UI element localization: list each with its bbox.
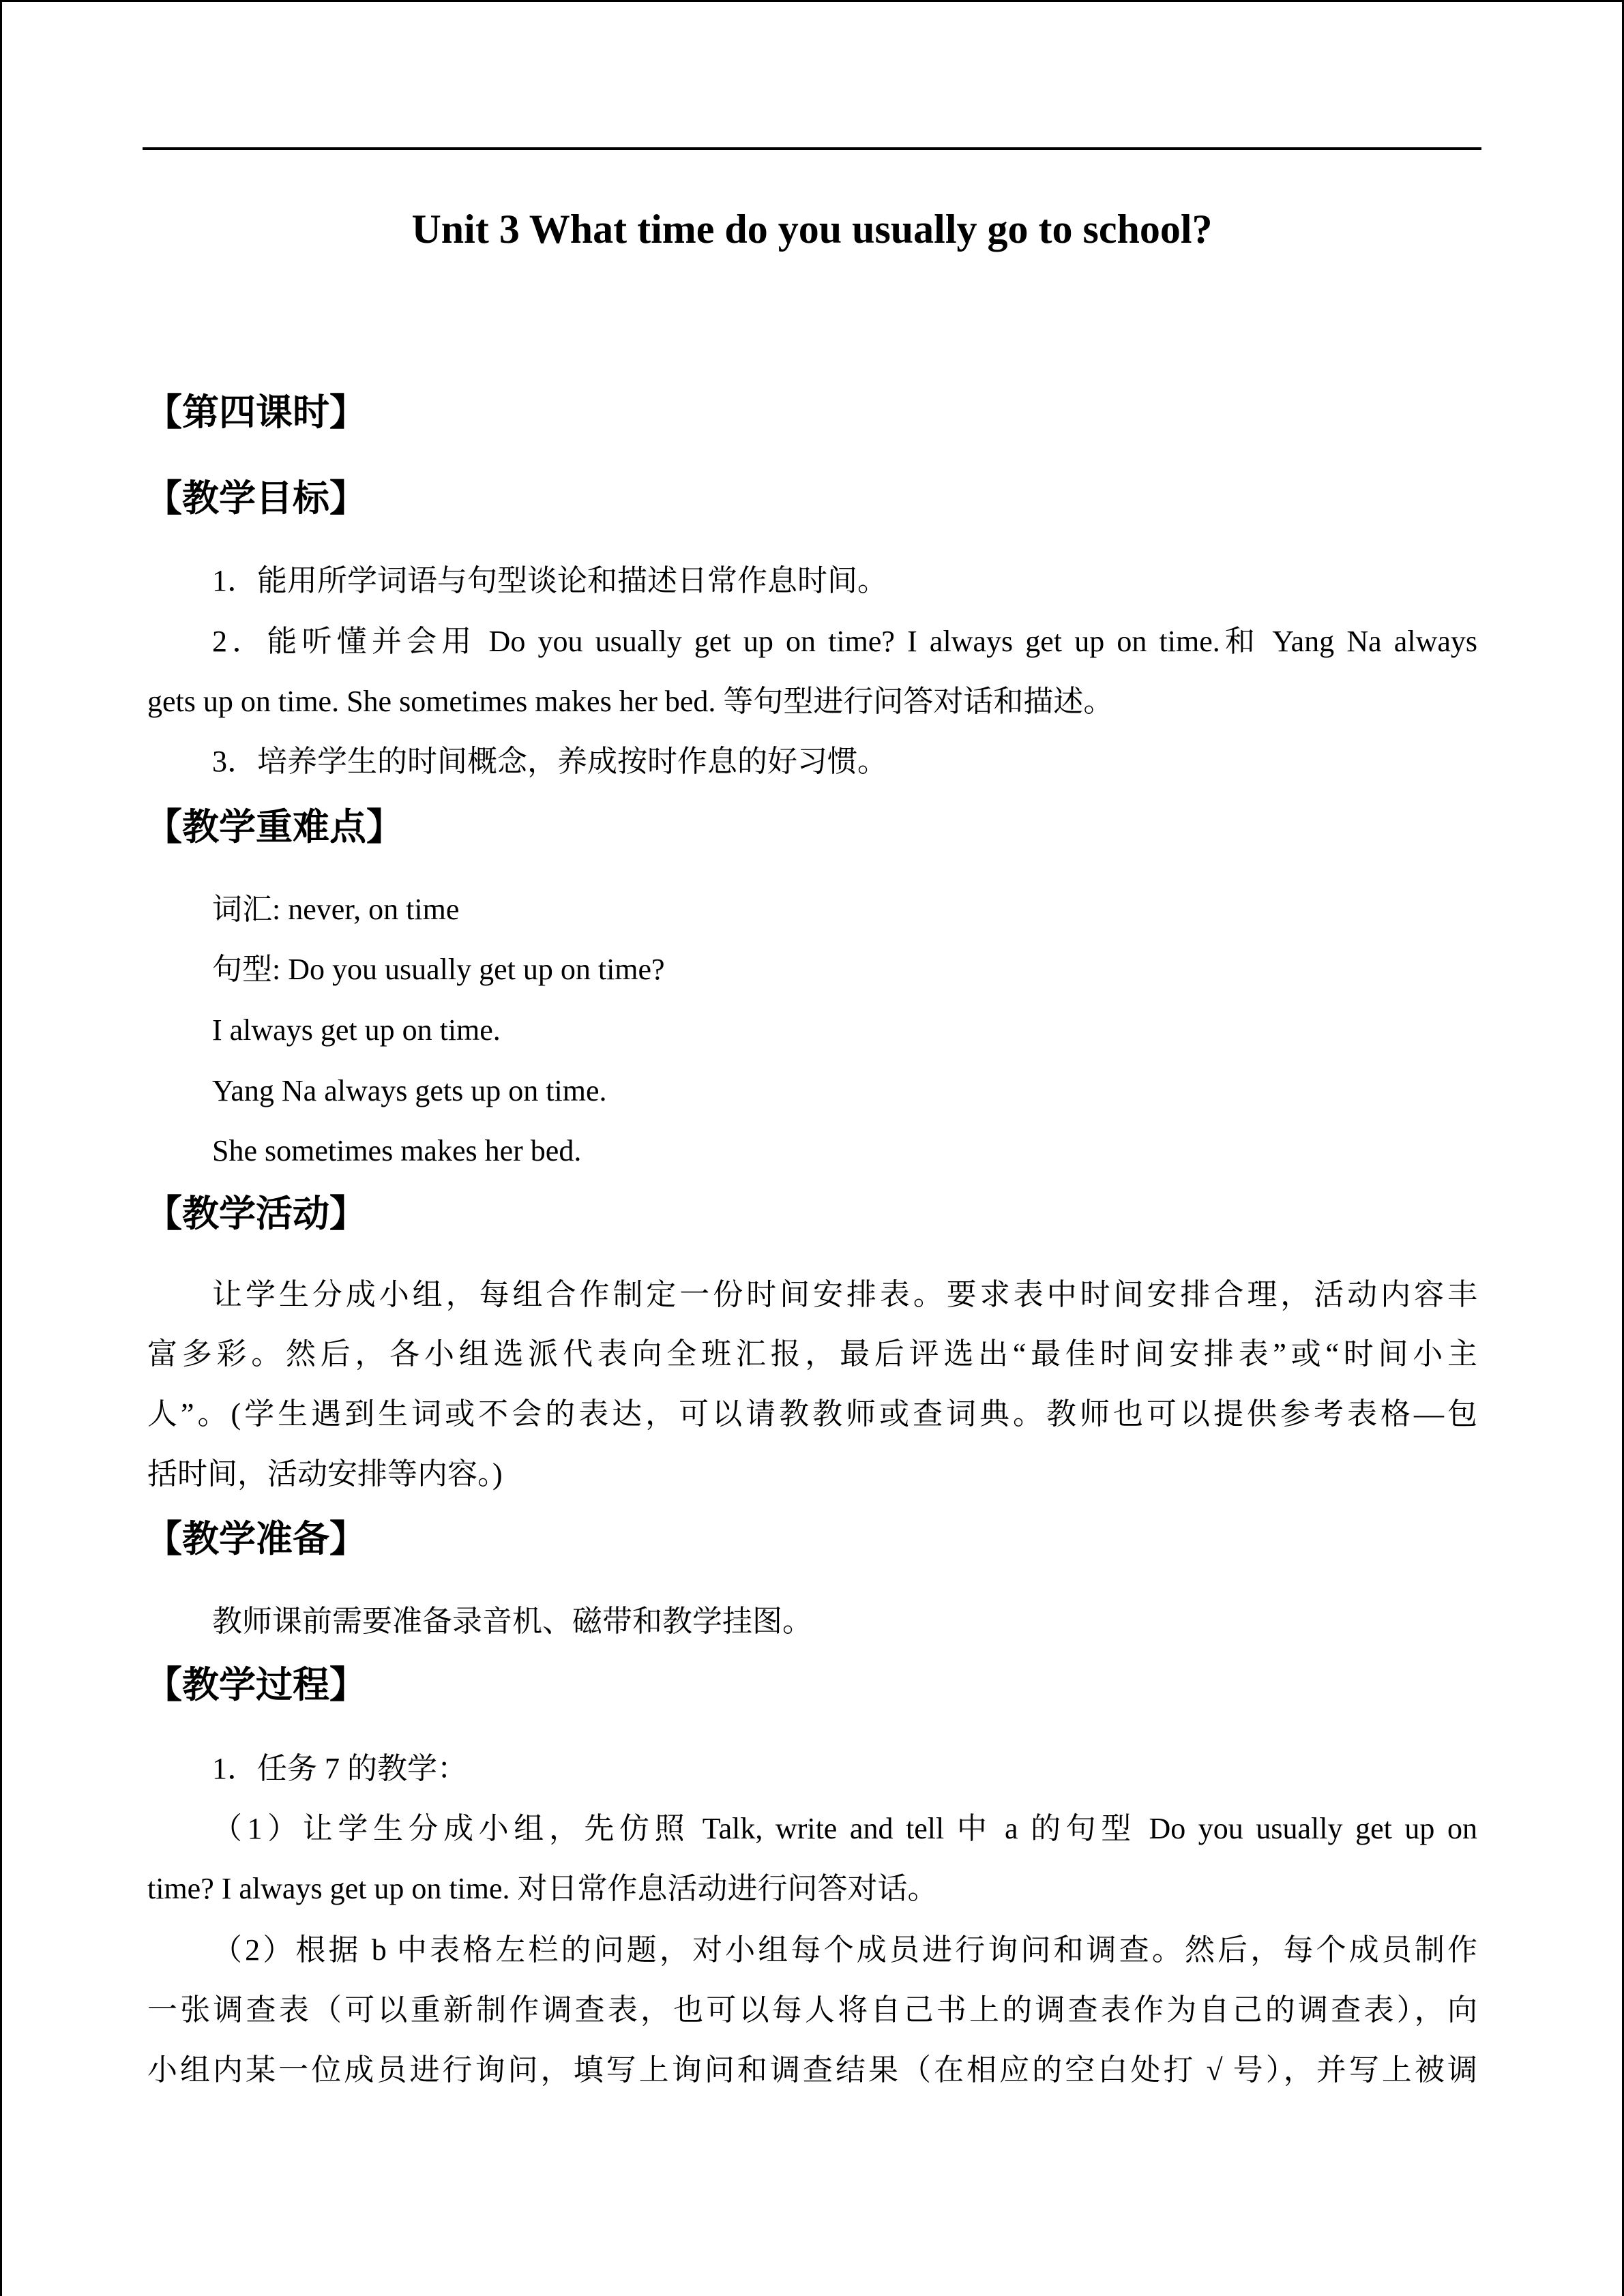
goal-item-1: 1．能用所学词语与句型谈论和描述日常作息时间。 — [212, 564, 887, 597]
activities-line-4: 括时间，活动安排等内容。) — [147, 1457, 503, 1491]
process-step-1-line-2: time? I always get up on time. 对日常作息活动进行问答对话。 — [147, 1872, 938, 1905]
process-step-2-line-3: 小组内某一位成员进行询问，填写上询问和调查结果（在相应的空白处打 √ 号），并写上被调 — [147, 2053, 1477, 2087]
key-point-vocab: 词汇: never, on time — [212, 893, 460, 926]
activities-line-3: 人”。(学生遇到生词或不会的表达，可以请教教师或查词典。教师也可以提供参考表格—包 — [147, 1397, 1477, 1431]
heading-lesson: 【第四课时】 — [145, 391, 366, 434]
process-step-2-line-2: 一张调查表（可以重新制作调查表，也可以每人将自己书上的调查表作为自己的调查表），向 — [147, 1993, 1477, 2027]
heading-key-points: 【教学重难点】 — [145, 805, 403, 848]
page-border-left — [0, 0, 2, 2296]
heading-preparation: 【教学准备】 — [145, 1517, 366, 1560]
goal-item-3: 3．培养学生的时间概念，养成按时作息的好习惯。 — [212, 745, 887, 778]
goal-item-2-line-1: 2．能听懂并会用 Do you usually get up on time? I always get up on time.和 Yang Na always — [212, 625, 1477, 658]
activities-line-1: 让学生分成小组，每组合作制定一份时间安排表。要求表中时间安排合理，活动内容丰 — [212, 1278, 1477, 1311]
key-point-sentence-3: She sometimes makes her bed. — [212, 1134, 582, 1167]
heading-activities: 【教学活动】 — [145, 1192, 366, 1235]
page-border-top — [0, 0, 1624, 2]
process-step-2-line-1: （2）根据 b 中表格左栏的问题，对小组每个成员进行询问和调查。然后，每个成员制作 — [212, 1933, 1477, 1967]
key-point-sentence-2: Yang Na always gets up on time. — [212, 1074, 607, 1107]
goal-item-2-line-2: gets up on time. She sometimes makes her bed. 等句型进行问答对话和描述。 — [147, 685, 1114, 718]
key-point-sentence-1: I always get up on time. — [212, 1013, 501, 1047]
heading-goals: 【教学目标】 — [145, 477, 366, 520]
key-point-pattern: 句型: Do you usually get up on time? — [212, 953, 665, 986]
process-step-1-line-1: （1）让学生分成小组，先仿照 Talk, write and tell 中 a 的句型 Do you usually get up on — [212, 1812, 1477, 1845]
header-rule — [143, 147, 1481, 150]
preparation-line-1: 教师课前需要准备录音机、磁带和教学挂图。 — [212, 1605, 812, 1638]
heading-process: 【教学过程】 — [145, 1663, 366, 1706]
process-task: 1．任务 7 的教学： — [212, 1752, 467, 1785]
document-title: Unit 3 What time do you usually go to school? — [411, 207, 1213, 252]
activities-line-2: 富多彩。然后，各小组选派代表向全班汇报，最后评选出“最佳时间安排表”或“时间小主 — [147, 1337, 1477, 1371]
